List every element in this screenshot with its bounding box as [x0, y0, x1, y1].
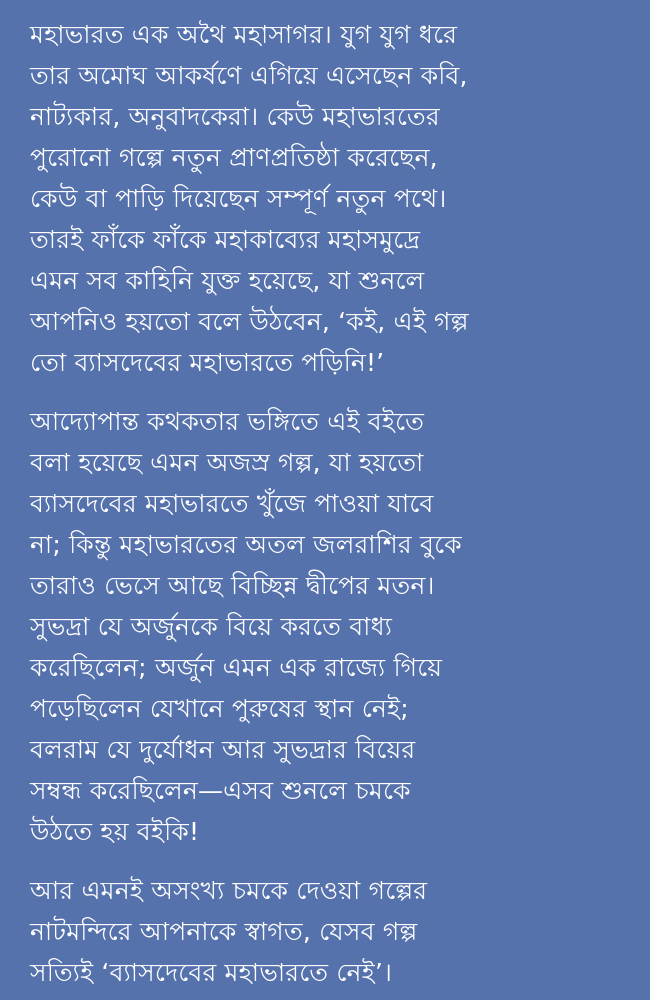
text-line: মহাভারত এক অথৈ মহাসাগর। যুগ যুগ ধরে: [30, 20, 458, 49]
text-line: বলা হয়েছে এমন অজস্র গল্প, যা হয়তো: [30, 448, 424, 477]
text-line: নাটমন্দিরে আপনাকে স্বাগত, যেসব গল্প: [30, 917, 418, 946]
text-line: আপনিও হয়তো বলে উঠবেন, ‘কই, এই গল্প: [30, 307, 469, 336]
text-line: উঠতে হয় বইকি!: [30, 817, 200, 846]
text-line: আর এমনই অসংখ্য চমকে দেওয়া গল্পের: [30, 876, 428, 905]
text-line: তার অমোঘ আকর্ষণে এগিয়ে এসেছেন কবি,: [30, 61, 468, 90]
paragraph-welcome: [30, 870, 628, 993]
text-line: তারাও ভেসে আছে বিচ্ছিন্ন দ্বীপের মতন।: [30, 571, 435, 600]
text-line: সম্বন্ধ করেছিলেন—এসব শুনলে চমকে: [30, 776, 411, 805]
text-line: পড়েছিলেন যেখানে পুরুষের স্থান নেই;: [30, 694, 409, 723]
paragraph-stories: [30, 401, 628, 852]
text-line: কেউ বা পাড়ি দিয়েছেন সম্পূর্ণ নতুন পথে।: [30, 184, 447, 213]
text-line: আদ্যোপান্ত কথকতার ভঙ্গিতে এই বইতে: [30, 407, 425, 436]
text-line: ব্যাসদেবের মহাভারতে খুঁজে পাওয়া যাবে: [30, 489, 434, 518]
text-line: তারই ফাঁকে ফাঁকে মহাকাব্যের মহাসমুদ্রে: [30, 225, 421, 254]
text-line: সুভদ্রা যে অর্জুনকে বিয়ে করতে বাধ্য: [30, 612, 393, 641]
text-line: সত্যিই ‘ব্যাসদেবের মহাভারতে নেই’।: [30, 958, 393, 987]
text-line: পুরোনো গল্পে নতুন প্রাণপ্রতিষ্ঠা করেছেন,: [30, 143, 438, 172]
text-line: করেছিলেন; অর্জুন এমন এক রাজ্যে গিয়ে: [30, 653, 443, 682]
text-line: নাট্যকার, অনুবাদকেরা। কেউ মহাভারতের: [30, 102, 440, 131]
text-line: তো ব্যাসদেবের মহাভারতে পড়িনি!’: [30, 348, 385, 377]
paragraph-intro: [30, 14, 628, 383]
text-line: না; কিন্তু মহাভারতের অতল জলরাশির বুকে: [30, 530, 462, 559]
text-line: এমন সব কাহিনি যুক্ত হয়েছে, যা শুনলে: [30, 266, 425, 295]
text-line: বলরাম যে দুর্যোধন আর সুভদ্রার বিয়ের: [30, 735, 416, 764]
